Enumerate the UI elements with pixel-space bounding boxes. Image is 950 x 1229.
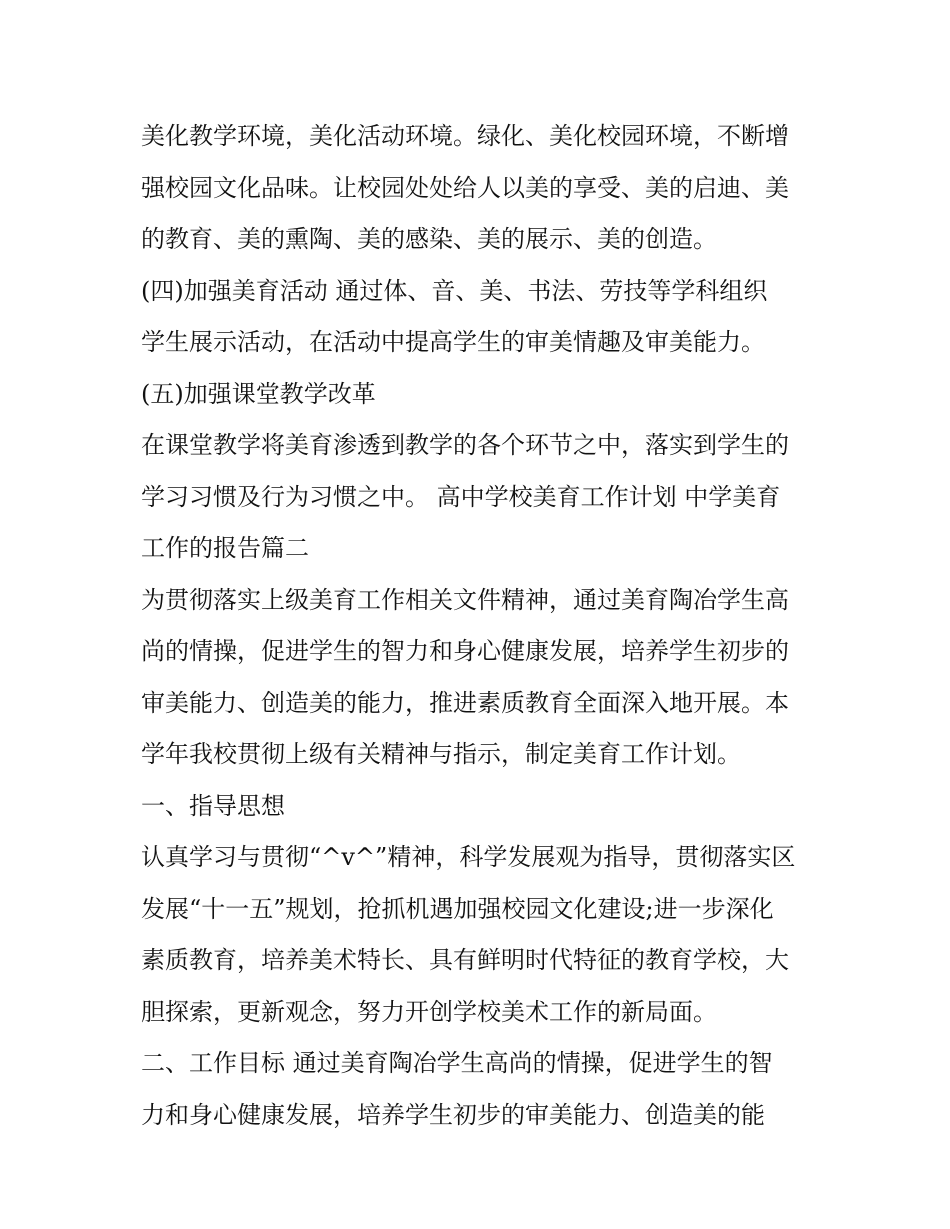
section-heading: (五)加强课堂教学改革 — [141, 379, 376, 408]
text-line: 学习习惯及行为习惯之中。 高中学校美育工作计划 中学美育 — [141, 482, 781, 511]
text-line: 美化教学环境，美化活动环境。绿化、美化校园环境，不断增 — [141, 122, 789, 150]
text-line: 学生展示活动，在活动中提高学生的审美情趣及审美能力。 — [141, 328, 765, 356]
text-line: 在课堂教学将美育渗透到教学的各个环节之中，落实到学生的 — [141, 431, 789, 459]
text-line: 学年我校贯彻上级有关精神与指示，制定美育工作计划。 — [141, 740, 741, 768]
section-heading-line: (四)加强美育活动 通过体、音、美、书法、劳技等学科组织 — [141, 276, 768, 305]
section-heading: 一、指导思想 — [141, 791, 285, 820]
text-line: 力和身心健康发展，培养学生初步的审美能力、创造美的能 — [141, 1100, 765, 1129]
text-line: 审美能力、创造美的能力，推进素质教育全面深入地开展。本 — [141, 688, 789, 717]
text-line: 素质教育，培养美术特长、具有鲜明时代特征的教育学校，大 — [141, 946, 789, 974]
section-heading-line: 二、工作目标 通过美育陶冶学生高尚的情操，促进学生的智 — [141, 1049, 773, 1077]
text-line: 发展“十一五”规划，抢抓机遇加强校园文化建设;进一步深化 — [141, 894, 774, 923]
text-line: 胆探索，更新观念，努力开创学校美术工作的新局面。 — [141, 997, 717, 1026]
document-body — [141, 111, 821, 1141]
text-line: 的教育、美的熏陶、美的感染、美的展示、美的创造。 — [141, 225, 717, 253]
text-line: 认真学习与贯彻“^v^”精神，科学发展观为指导，贯彻落实区 — [141, 843, 796, 871]
text-line: 为贯彻落实上级美育工作相关文件精神，通过美育陶冶学生高 — [141, 585, 789, 614]
text-line: 尚的情操，促进学生的智力和身心健康发展，培养学生初步的 — [141, 637, 789, 665]
text-line: 强校园文化品味。让校园处处给人以美的享受、美的启迪、美 — [141, 173, 789, 202]
text-line: 工作的报告篇二 — [141, 534, 309, 562]
